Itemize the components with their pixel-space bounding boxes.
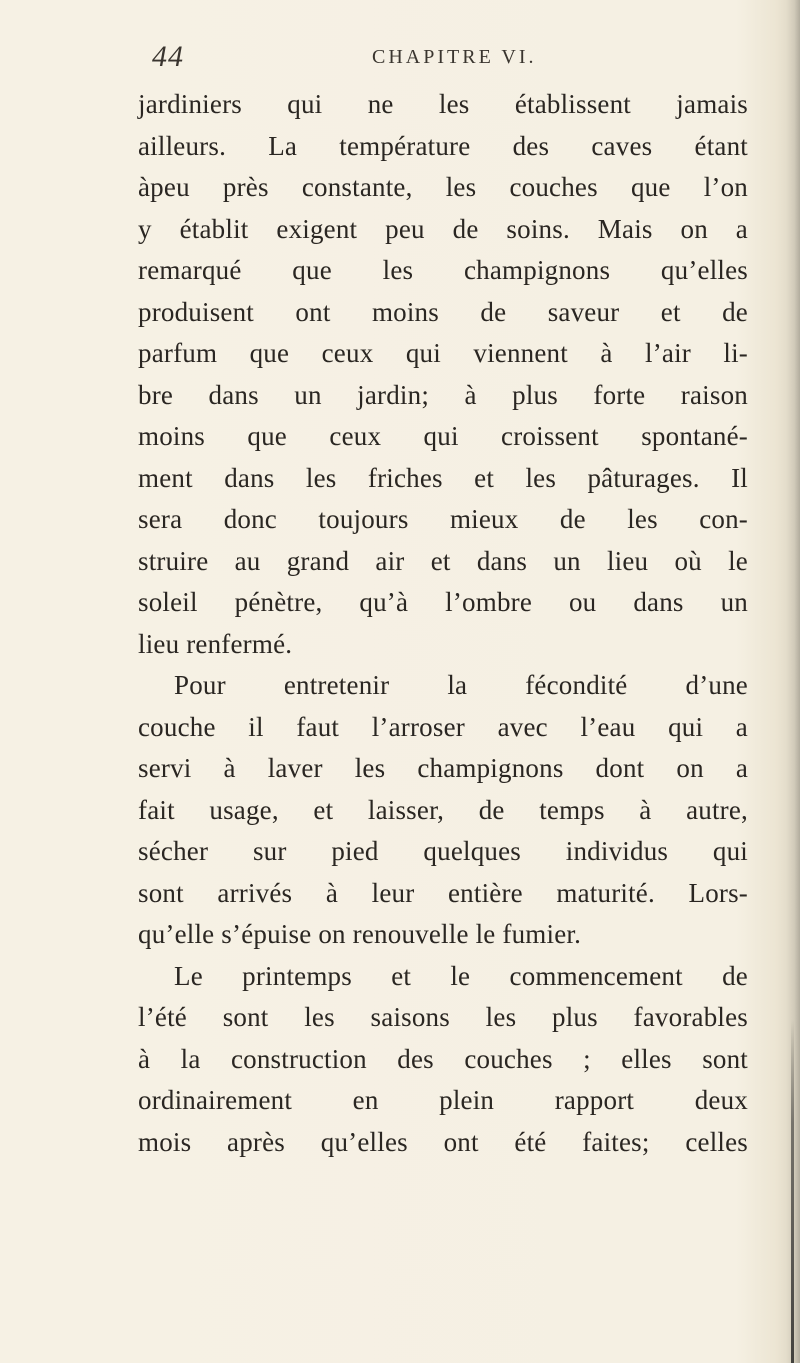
chapter-title: CHAPITRE VI. bbox=[372, 46, 537, 68]
body-text bbox=[138, 84, 748, 1163]
text-line: ordinairement en plein rapport deux bbox=[138, 1085, 748, 1115]
text-line: soleil pénètre, qu’à l’ombre ou dans un bbox=[138, 587, 748, 617]
page-number: 44 bbox=[152, 40, 184, 73]
text-line: couche il faut l’arroser avec l’eau qui a bbox=[138, 711, 748, 742]
text-line: ment dans les friches et les pâturages. Il bbox=[138, 462, 748, 493]
text-line: sera donc toujours mieux de les con- bbox=[138, 504, 748, 534]
text-line: àpeu près constante, les couches que l’on bbox=[138, 172, 748, 202]
text-line: Le printemps et le commencement de bbox=[174, 960, 748, 991]
text-line: jardiniers qui ne les établissent jamais bbox=[138, 89, 748, 119]
text-line: mois après qu’elles ont été faites; celles bbox=[138, 1126, 748, 1157]
text-line: ailleurs. La température des caves étant bbox=[138, 130, 748, 161]
text-line: bre dans un jardin; à plus forte raison bbox=[138, 379, 748, 410]
running-head bbox=[152, 40, 752, 76]
text-line: parfum que ceux qui viennent à l’air li- bbox=[138, 338, 748, 368]
text-line: servi à laver les champignons dont on a bbox=[138, 753, 748, 783]
text-line: remarqué que les champignons qu’elles bbox=[138, 255, 748, 285]
text-line: sécher sur pied quelques individus qui bbox=[138, 836, 748, 866]
text-line: y établit exigent peu de soins. Mais on a bbox=[138, 213, 748, 244]
text-line: l’été sont les saisons les plus favorables bbox=[138, 1002, 748, 1032]
text-line: sont arrivés à leur entière maturité. Lors- bbox=[138, 877, 748, 908]
text-line: moins que ceux qui croissent spontané- bbox=[138, 421, 748, 451]
text-line: à la construction des couches ; elles sont bbox=[138, 1043, 748, 1074]
text-line: fait usage, et laisser, de temps à autre, bbox=[138, 794, 748, 825]
text-line: Pour entretenir la fécondité d’une bbox=[174, 670, 748, 700]
text-line: lieu renfermé. bbox=[138, 628, 293, 659]
text-line: produisent ont moins de saveur et de bbox=[138, 296, 748, 327]
text-line: qu’elle s’épuise on renouvelle le fumier. bbox=[138, 919, 582, 949]
page-edge-binding bbox=[791, 1020, 794, 1363]
text-line: struire au grand air et dans un lieu où le bbox=[138, 545, 748, 576]
